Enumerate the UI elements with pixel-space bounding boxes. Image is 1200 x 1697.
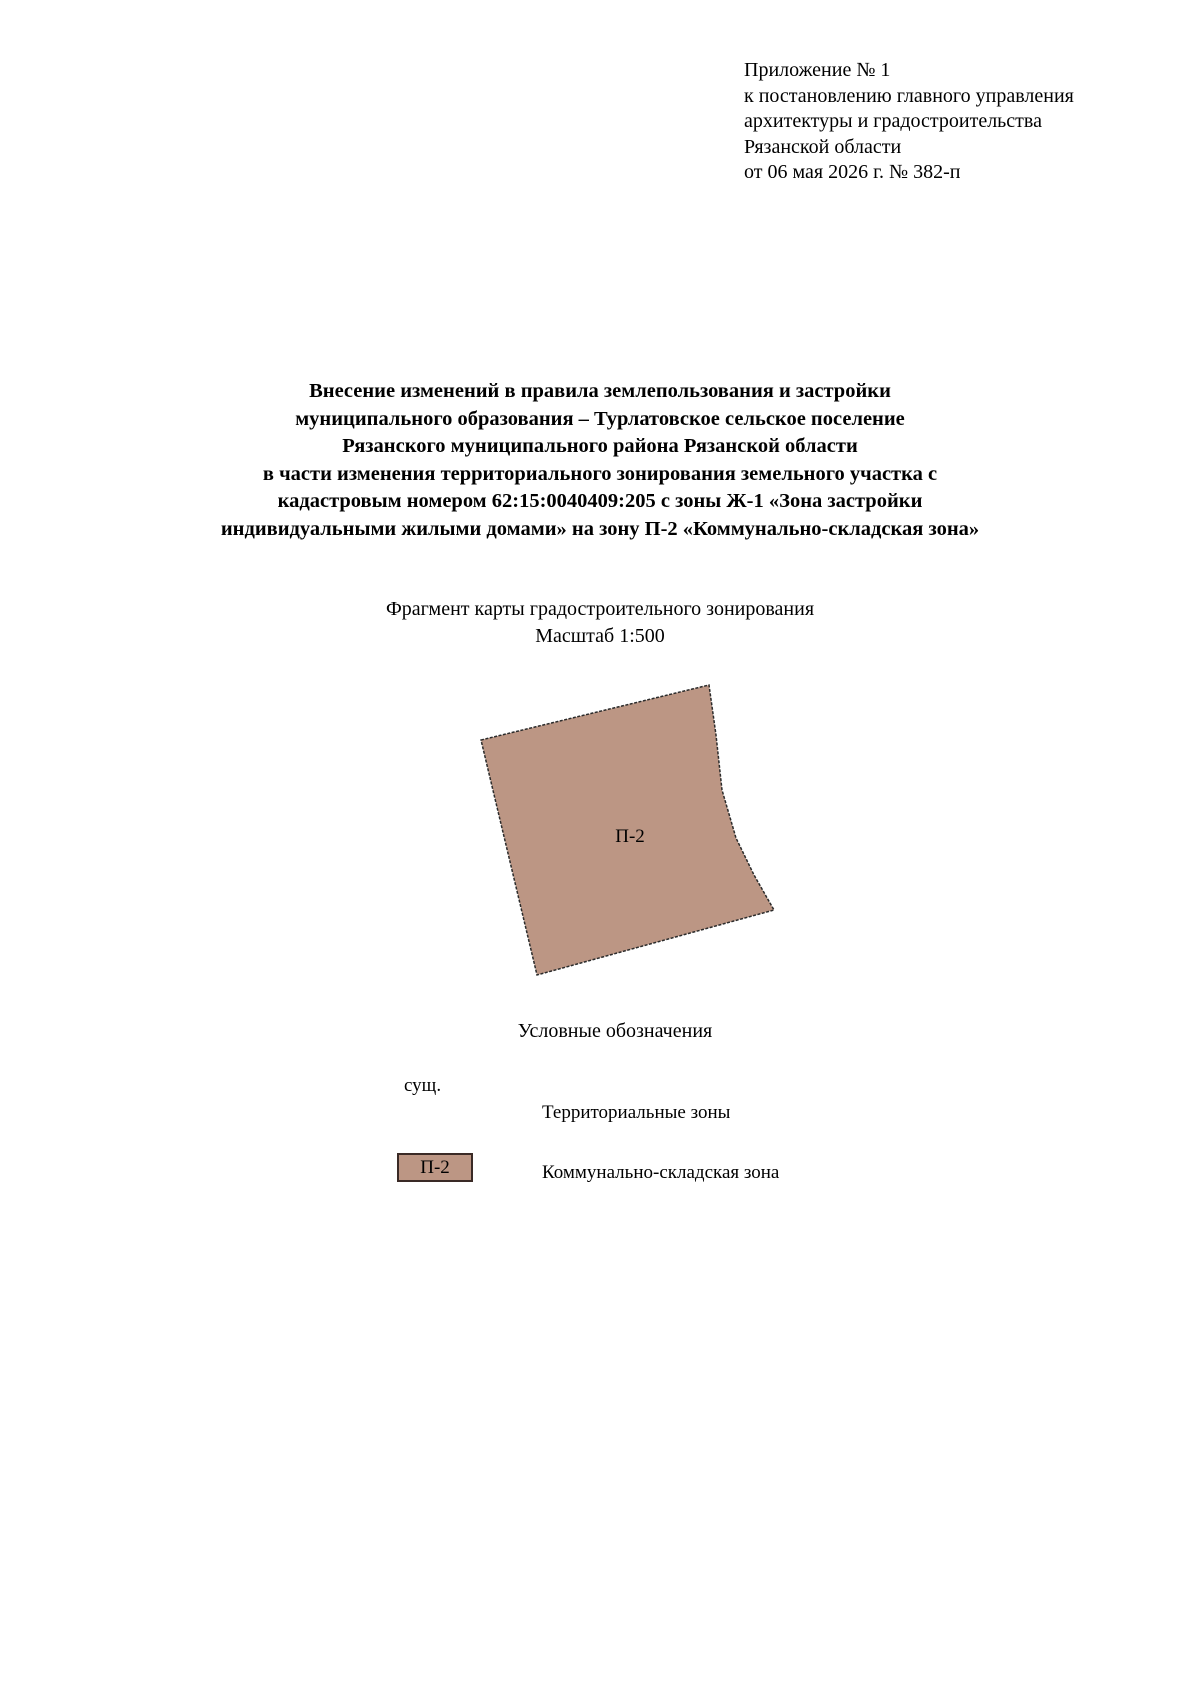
appendix-line: Приложение № 1 xyxy=(744,59,891,81)
zone-label: П-2 xyxy=(615,826,645,847)
legend-title: Условные обозначения xyxy=(517,1020,713,1042)
appendix-line: к постановлению главного управления xyxy=(744,84,1074,107)
map-scale: Масштаб 1:500 xyxy=(535,624,665,647)
title-line: индивидуальными жилыми домами» на зону П-2 «Коммунально-складская зона» xyxy=(220,517,980,540)
title-line: муниципального образования – Турлатовское сельское поселение xyxy=(295,407,905,430)
legend-description: Коммунально-складская зона xyxy=(542,1162,780,1183)
appendix-line: от 06 мая 2026 г. № 382-п xyxy=(744,161,961,183)
legend-group-label: Территориальные зоны xyxy=(542,1102,731,1123)
legend-status-label: сущ. xyxy=(404,1075,442,1096)
map-caption: Фрагмент карты градостроительного зонирования xyxy=(385,598,815,620)
title-line: Внесение изменений в правила землепользования и застройки xyxy=(309,380,891,402)
title-line: кадастровым номером 62:15:0040409:205 с зоны Ж-1 «Зона застройки xyxy=(277,490,923,512)
legend-swatch-p2: П-2 xyxy=(397,1153,473,1182)
appendix-line: архитектуры и градостроительства xyxy=(744,110,1042,132)
title-line: Рязанского муниципального района Рязанской области xyxy=(342,435,858,457)
title-line: в части изменения территориального зонирования земельного участка с xyxy=(262,462,938,485)
appendix-line: Рязанской области xyxy=(744,135,902,158)
